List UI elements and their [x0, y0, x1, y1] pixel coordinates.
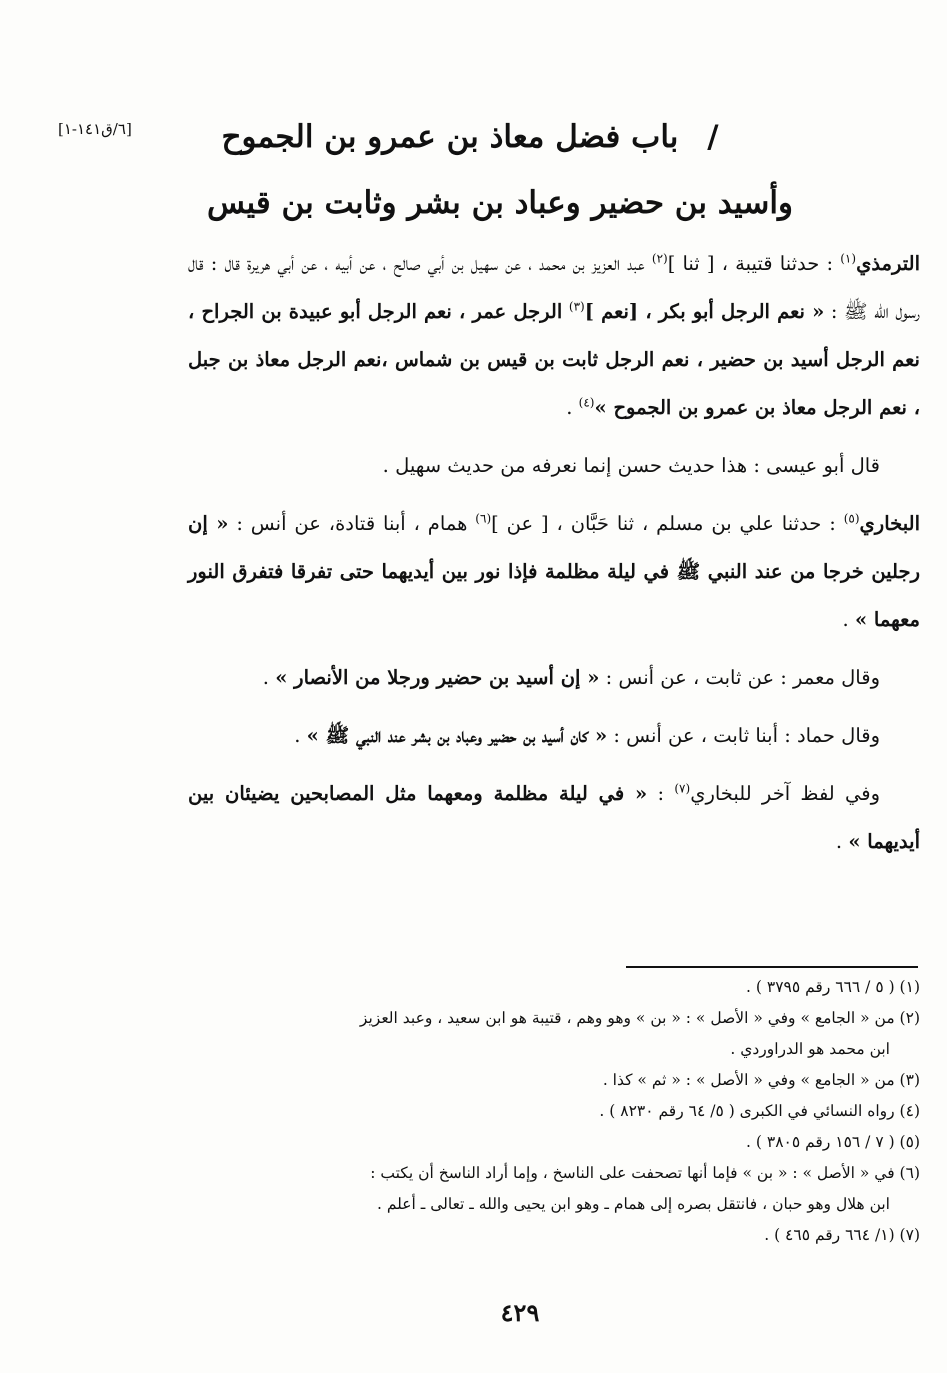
footnote-2: (٢) من « الجامع » وفي « الأصل » : « بن » وهو وهم ، قتيبة هو ابن سعيد ، وعبد العزيز — [359, 1009, 920, 1027]
isnad-text: همام ، أبنا قتادة، عن أنس : — [236, 512, 468, 535]
footnote-ref: (١) — [840, 251, 857, 266]
chapter-title-text: باب فضل معاذ بن عمرو بن الجموح — [221, 119, 679, 155]
source-name: الترمذي — [856, 252, 921, 275]
footnote-ref: (٥) — [843, 511, 860, 526]
hadith-quote: « إن رجلين خرجا من عند النبي ﷺ في ليلة مظلمة فإذا نور بين أيديهما حتى تفرقا فتفرق النور معهما » — [188, 512, 920, 631]
footnote-ref: (٤) — [578, 395, 595, 410]
footnote-divider — [626, 966, 918, 968]
period: . — [835, 830, 843, 853]
isnad-text: : حدثنا قتيبة ، [ ثنا ] — [667, 252, 834, 275]
footnote-2-continued: ابن محمد هو الدراوردي . — [730, 1040, 890, 1058]
isnad-text: وقال حماد : أبنا ثابت ، عن أنس : — [613, 724, 880, 747]
hadith-quote: « في ليلة مظلمة ومعهما مثل المصابحين يضيئان بين أيديهما » — [188, 782, 920, 853]
period: . — [566, 396, 573, 419]
footnote-7: (٧) (١/ ٦٦٤ رقم ٤٦٥ ) . — [764, 1226, 920, 1244]
footnote-4: (٤) رواه النسائي في الكبرى ( ٥/ ٦٤ رقم ٨٢٣٠ ) . — [599, 1102, 920, 1120]
paragraph-abu-isa: قال أبو عيسى : هذا حديث حسن إنما نعرفه من حديث سهيل . — [382, 454, 880, 477]
footnote-ref: (٢) — [651, 251, 668, 266]
chapter-subtitle: وأسيد بن حضير وعباد بن بشر وثابت بن قيس — [207, 185, 793, 221]
footnote-5: (٥) ( ٧ / ١٥٦ رقم ٣٨٠٥ ) . — [746, 1133, 920, 1151]
footnote-6: (٦) في « الأصل » : « بن » فإما أنها تصحفت على الناسخ ، وإما أراد الناسخ أن يكتب : — [370, 1164, 920, 1182]
footnotes — [180, 972, 920, 1251]
hadith-quote: « كان أسيد بن حضير وعباد بن بشر عند النبي ﷺ » — [306, 724, 608, 747]
title-slash: / — [707, 119, 719, 155]
isnad-text: : — [657, 782, 665, 805]
hadith-quote: الرجل عمر ، نعم الرجل أبو عبيدة بن الجراح ، نعم الرجل أسيد بن حضير ، نعم الرجل ثابت بن قيس بن شماس ،نعم الرجل معاذ بن جبل ، نعم الرجل معاذ بن عمرو بن الجموح » — [188, 300, 920, 419]
hadith-quote: « نعم الرجل أبو بكر ، [نعم ] — [584, 300, 825, 323]
main-text — [188, 240, 920, 876]
footnote-6-continued: ابن هلال وهو حبان ، فانتقل بصره إلى همام ـ وهو ابن يحيى والله ـ تعالى ـ أعلم . — [376, 1195, 890, 1213]
footnote-ref: (٦) — [475, 511, 492, 526]
chapter-title — [150, 118, 790, 157]
hadith-quote: « إن أسيد بن حضير ورجلا من الأنصار » — [275, 666, 600, 689]
period: . — [262, 666, 269, 689]
manuscript-reference: [٦/ق١٤١-١] — [58, 120, 132, 138]
period: . — [294, 724, 301, 747]
footnote-1: (١) ( ٥ / ٦٦٦ رقم ٣٧٩٥ ) . — [746, 978, 920, 996]
isnad-text: وفي لفظ آخر للبخاري — [690, 782, 880, 805]
footnote-3: (٣) من « الجامع » وفي « الأصل » : « ثم » كذا . — [602, 1071, 920, 1089]
paragraph-other-wording — [188, 770, 920, 866]
footnote-ref: (٧) — [674, 781, 691, 796]
paragraph-hammad — [188, 712, 920, 760]
isnad-text: : حدثنا علي بن مسلم ، ثنا حَبَّان ، [ عن ] — [491, 512, 836, 535]
isnad-text: عبد العزيز بن محمد ، عن سهيل بن أبي صالح ، عن أبيه ، عن أبي هريرة قال : قال رسول الله ﷺ : — [188, 252, 921, 323]
source-name: البخاري — [859, 512, 920, 535]
paragraph-bukhari — [188, 500, 920, 644]
paragraph-mamar — [188, 654, 920, 702]
paragraph-tirmidhi — [188, 240, 920, 432]
page-number: ٤٢٩ — [500, 1298, 540, 1327]
isnad-text: وقال معمر : عن ثابت ، عن أنس : — [605, 666, 880, 689]
footnote-ref: (٣) — [568, 299, 585, 314]
period: . — [842, 608, 849, 631]
